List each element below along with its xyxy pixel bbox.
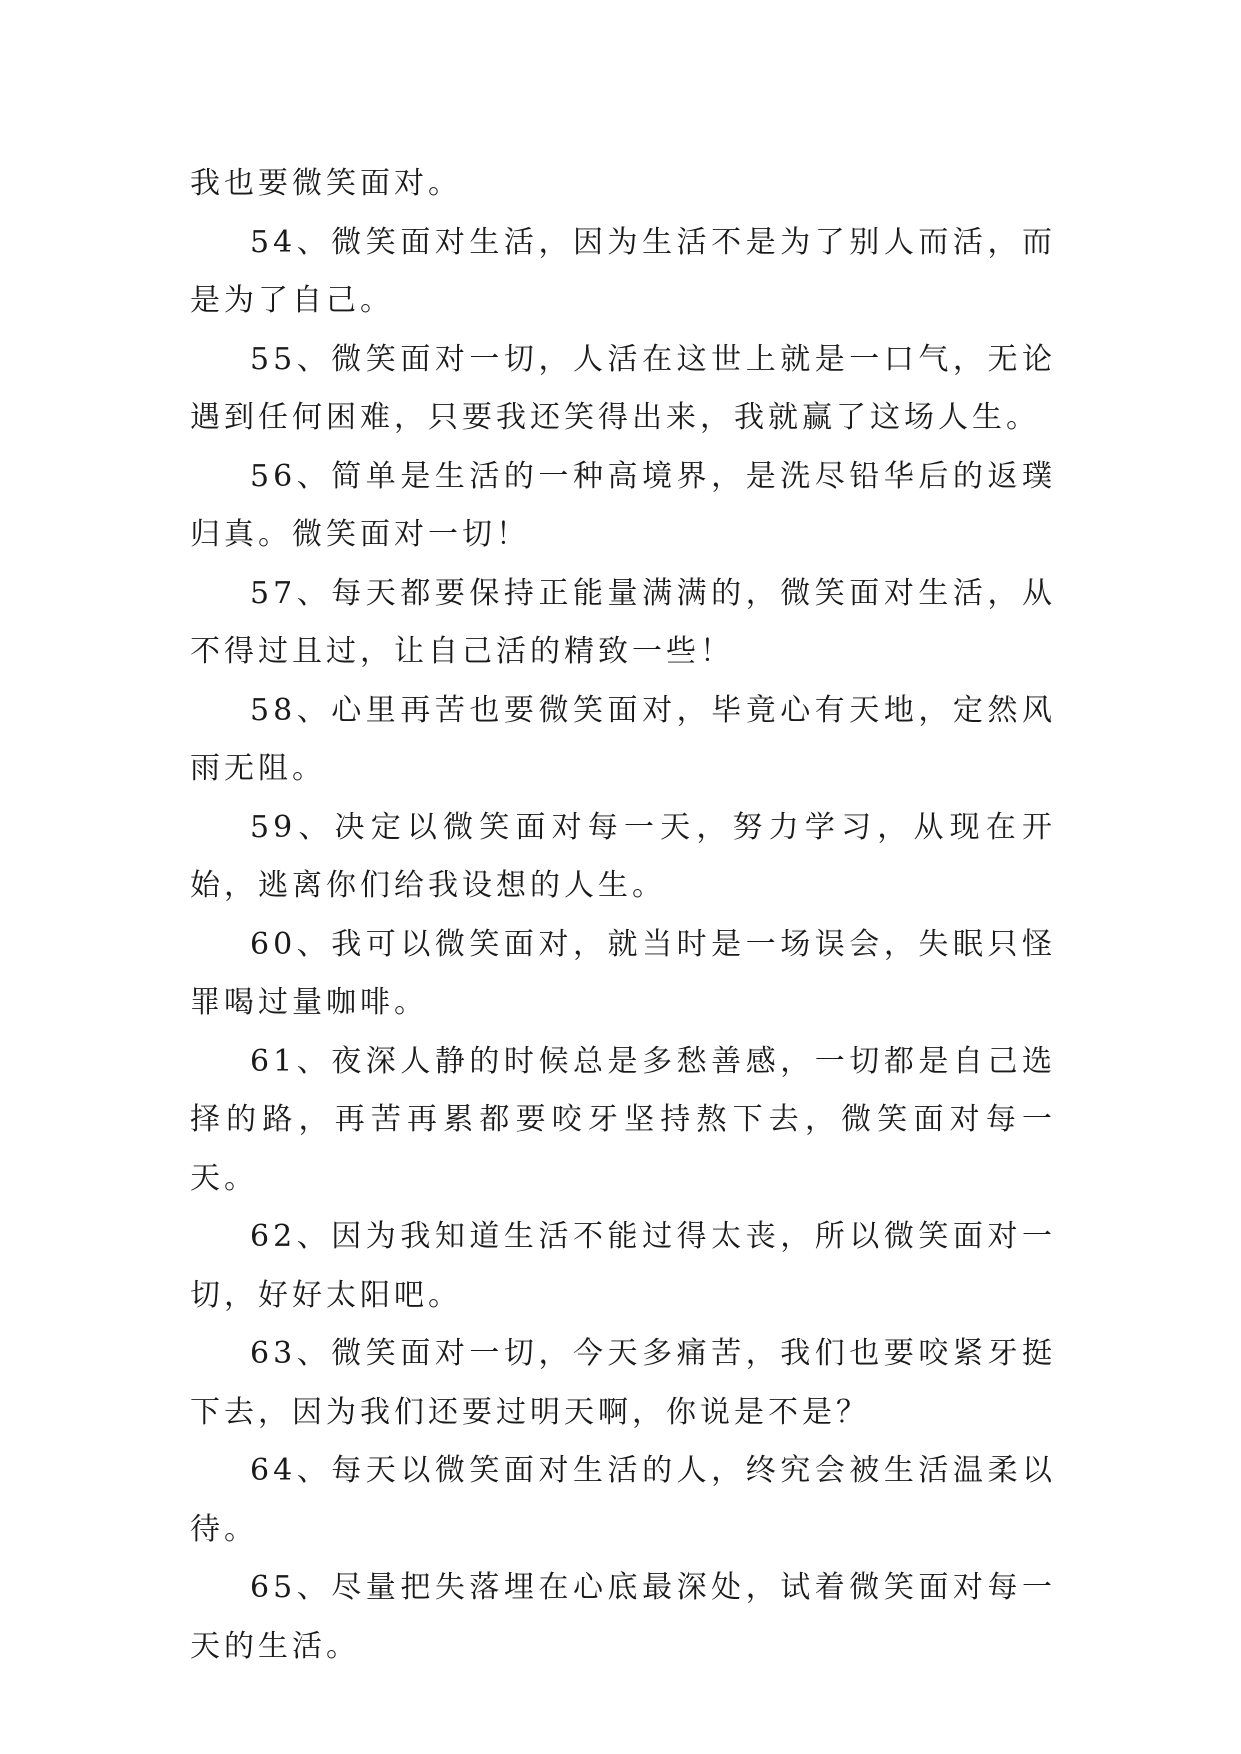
paragraph-65: 65、尽量把失落埋在心底最深处，试着微笑面对每一天的生活。 [190,1570,1056,1664]
paragraph-56: 56、简单是生活的一种高境界，是洗尽铅华后的返璞归真。微笑面对一切！ [190,458,1056,552]
paragraph-54: 54、微笑面对生活，因为生活不是为了别人而活，而是为了自己。 [190,224,1056,318]
paragraph-continuation: 我也要微笑面对。 [190,166,462,201]
paragraph-55: 55、微笑面对一切，人活在这世上就是一口气，无论遇到任何困难，只要我还笑得出来，我就赢了这场人生。 [190,341,1056,435]
paragraph-59: 59、决定以微笑面对每一天，努力学习，从现在开始，逃离你们给我设想的人生。 [190,809,1056,903]
paragraph-58: 58、心里再苦也要微笑面对，毕竟心有天地，定然风雨无阻。 [190,692,1056,786]
document-body [190,155,1056,1676]
paragraph-61: 61、夜深人静的时候总是多愁善感，一切都是自己选择的路，再苦再累都要咬牙坚持熬下去，微笑面对每一天。 [190,1043,1056,1196]
paragraph-57: 57、每天都要保持正能量满满的，微笑面对生活，从不得过且过，让自己活的精致一些！ [190,575,1056,669]
paragraph-62: 62、因为我知道生活不能过得太丧，所以微笑面对一切，好好太阳吧。 [190,1219,1056,1313]
paragraph-64: 64、每天以微笑面对生活的人，终究会被生活温柔以待。 [190,1453,1056,1547]
paragraph-63: 63、微笑面对一切，今天多痛苦，我们也要咬紧牙挺下去，因为我们还要过明天啊，你说是不是？ [190,1336,1056,1430]
paragraph-60: 60、我可以微笑面对，就当时是一场误会，失眠只怪罪喝过量咖啡。 [190,926,1056,1020]
